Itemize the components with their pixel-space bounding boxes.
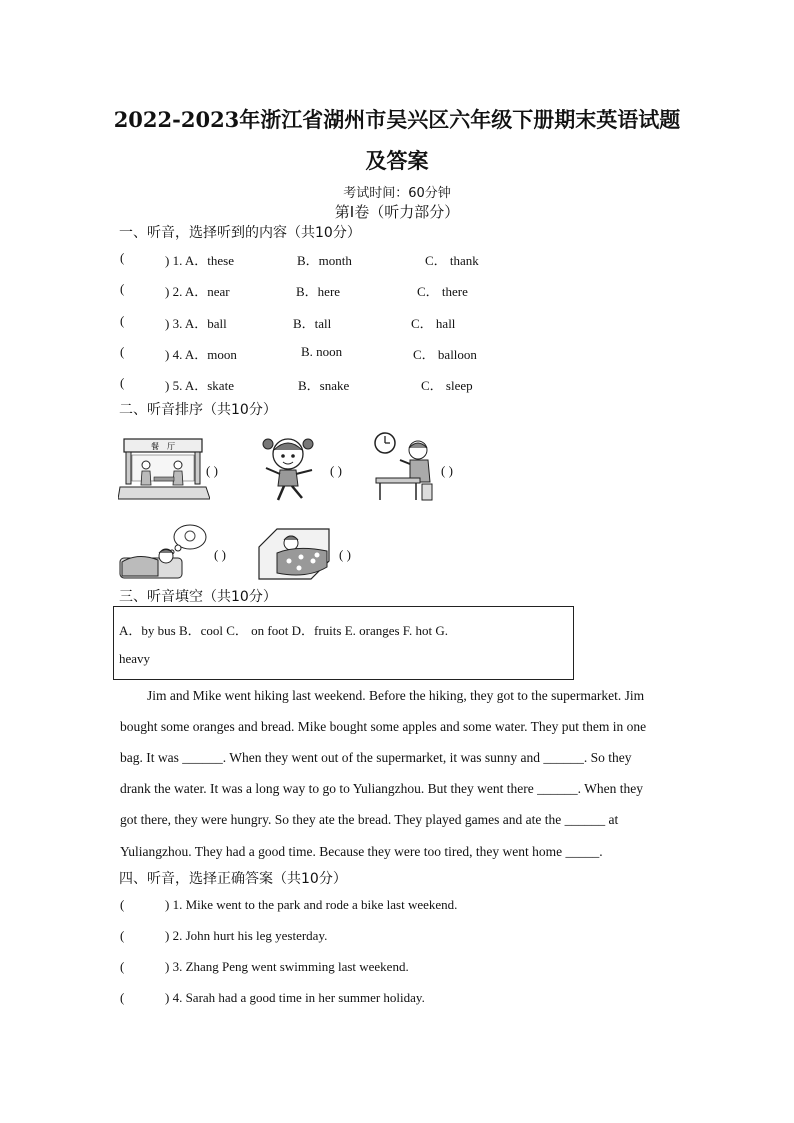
answer-paren[interactable]: (: [120, 897, 125, 912]
order-paren-2[interactable]: ( ): [330, 463, 342, 478]
question-1-b: B．month: [297, 253, 352, 268]
judge-item-3: ) 3. Zhang Peng went swimming last weekend.: [165, 959, 409, 974]
running-girl-picture: [258, 432, 320, 504]
question-3-a: ) 3. A．ball: [165, 316, 227, 331]
passage-line-1: Jim and Mike went hiking last weekend. Before the hiking, they got to the supermarket. Jim: [147, 688, 645, 703]
section-3-heading: 三、听音填空（共10分）: [119, 589, 277, 605]
answer-paren[interactable]: (: [120, 313, 125, 328]
judge-item-4: ) 4. Sarah had a good time in her summer holiday.: [165, 990, 425, 1005]
section-2-heading: 二、听音排序（共10分）: [119, 402, 277, 418]
answer-paren[interactable]: (: [120, 281, 125, 296]
word-bank-box: [113, 606, 574, 680]
answer-paren[interactable]: (: [120, 990, 125, 1005]
question-2-a: ) 2. A．near: [165, 284, 230, 299]
order-paren-1[interactable]: ( ): [206, 463, 218, 478]
question-4-a: ) 4. A．moon: [165, 347, 237, 362]
judge-item-1: ) 1. Mike went to the park and rode a bike last weekend.: [165, 897, 458, 912]
judge-item-2: ) 2. John hurt his leg yesterday.: [165, 928, 328, 943]
passage-line-5: got there, they were hungry. So they ate the bread. They played games and ate the ______ at: [120, 812, 619, 827]
order-paren-3[interactable]: ( ): [441, 463, 453, 478]
page-title: 2022-2023年浙江省湖州市吴兴区六年级下册期末英语试题: [113, 107, 681, 132]
answer-paren[interactable]: (: [120, 928, 125, 943]
question-2-c: C． there: [417, 284, 468, 299]
passage-line-3: bag. It was ______. When they went out of the supermarket, it was sunny and ______. So they: [120, 750, 632, 765]
order-paren-4[interactable]: ( ): [214, 547, 226, 562]
boy-in-bed-picture: [257, 527, 335, 581]
question-1-c: C． thank: [425, 253, 479, 268]
answer-paren[interactable]: (: [120, 344, 125, 359]
restaurant-sign-text: 餐 厅: [151, 442, 175, 451]
question-3-b: B．tall: [293, 316, 332, 331]
answer-paren[interactable]: (: [120, 959, 125, 974]
question-5-b: B．snake: [298, 378, 350, 393]
restaurant-picture: [118, 437, 210, 501]
passage-line-6: Yuliangzhou. They had a good time. Because they were too tired, they went home _____.: [120, 844, 603, 859]
section-1-heading: 一、听音，选择听到的内容（共10分）: [119, 225, 361, 241]
order-paren-5[interactable]: ( ): [339, 547, 351, 562]
passage-line-4: drank the water. It was a long way to go to Yuliangzhou. But they went there ______. When they: [120, 781, 644, 796]
exam-time: 考试时间：60分钟: [343, 186, 451, 201]
sleeping-boy-picture: [118, 522, 210, 580]
passage-line-2: bought some oranges and bread. Mike bought some apples and some water. They put them in one: [120, 719, 647, 734]
question-5-a: ) 5. A．skate: [165, 378, 234, 393]
question-5-c: C． sleep: [421, 378, 473, 393]
section-4-heading: 四、听音，选择正确答案（共10分）: [119, 871, 347, 887]
answer-paren[interactable]: (: [120, 375, 125, 390]
boy-desk-clock-picture: [372, 430, 438, 504]
question-3-c: C． hall: [411, 316, 456, 331]
question-2-b: B．here: [296, 284, 341, 299]
word-bank-line-1: A．by bus B．cool C． on foot D．fruits E. oranges F. hot G.: [119, 623, 448, 638]
volume-heading: 第Ⅰ卷（听力部分）: [334, 203, 460, 221]
word-bank-line-2: heavy: [119, 651, 151, 666]
question-1-a: ) 1. A．these: [165, 253, 234, 268]
answer-paren[interactable]: (: [120, 250, 125, 265]
question-4-c: C． balloon: [413, 347, 477, 362]
question-4-b: B. noon: [301, 344, 343, 359]
page-title-line2: 及答案: [365, 148, 429, 173]
